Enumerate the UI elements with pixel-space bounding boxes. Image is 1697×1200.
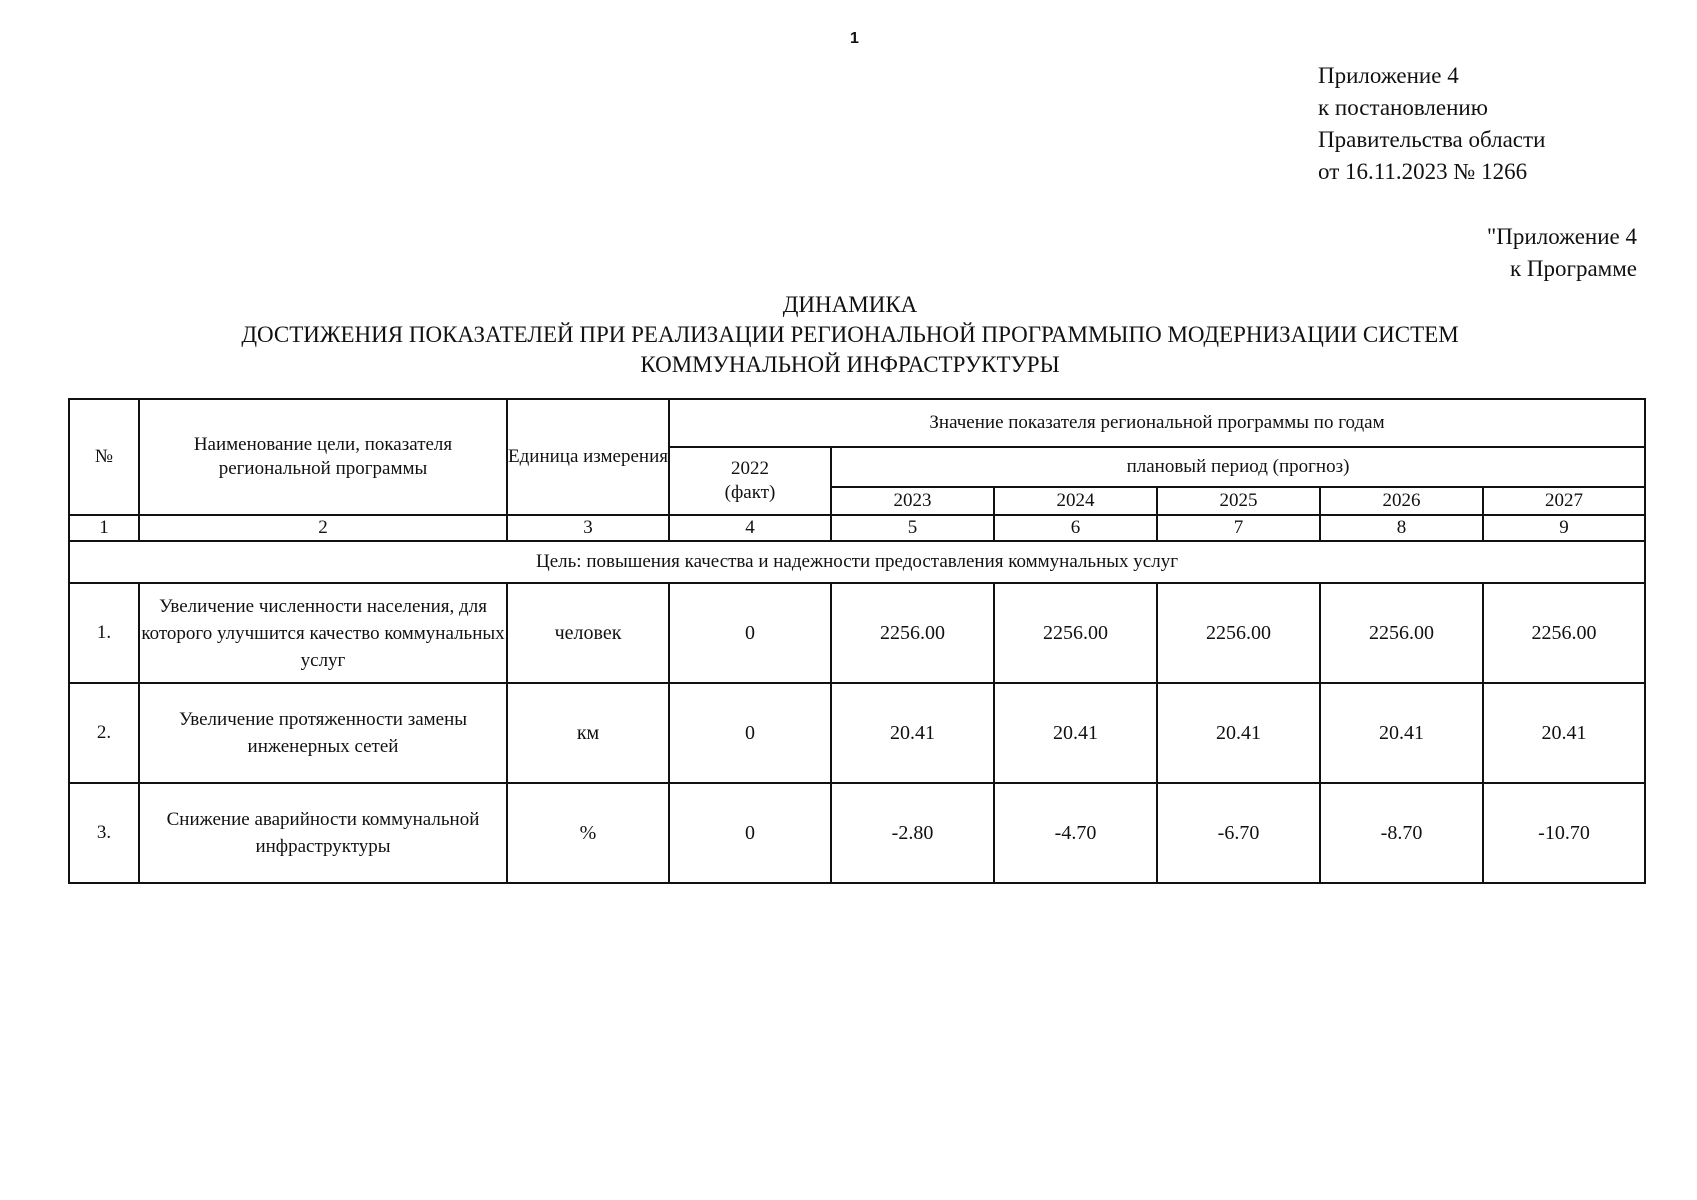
header-unit: Единица измерения [507, 399, 669, 515]
document-title [170, 290, 1530, 380]
table-row [69, 683, 1645, 783]
fact-value: 0 [669, 783, 831, 883]
indicator-unit: человек [507, 583, 669, 683]
planned-value: -10.70 [1483, 783, 1645, 883]
goal-row [69, 541, 1645, 583]
column-numbers-row [69, 515, 1645, 541]
row-number: 3. [69, 783, 139, 883]
appendix-reference [1318, 60, 1545, 188]
fact-value: 0 [669, 583, 831, 683]
title-line: ДИНАМИКА [782, 292, 918, 317]
planned-value: -6.70 [1157, 783, 1320, 883]
header-year: 2023 [831, 487, 994, 515]
column-number: 4 [669, 515, 831, 541]
program-appendix-line: к Программе [1510, 256, 1637, 281]
appendix-line: Приложение 4 [1318, 63, 1459, 88]
column-number: 3 [507, 515, 669, 541]
column-number: 6 [994, 515, 1157, 541]
planned-value: 20.41 [1320, 683, 1483, 783]
title-line: ДОСТИЖЕНИЯ ПОКАЗАТЕЛЕЙ ПРИ РЕАЛИЗАЦИИ РЕГИОНАЛЬНОЙ ПРОГРАММЫПО МОДЕРНИЗАЦИИ СИСТЕМ [241, 322, 1459, 347]
page-number: 1 [850, 30, 859, 47]
header-values-group: Значение показателя региональной программы по годам [669, 399, 1645, 447]
indicator-name: Снижение аварийности коммунальной инфраструктуры [139, 783, 507, 883]
column-number: 5 [831, 515, 994, 541]
column-number: 1 [69, 515, 139, 541]
column-number: 9 [1483, 515, 1645, 541]
header-no: № [69, 399, 139, 515]
header-fact-label: (факт) [724, 482, 776, 503]
appendix-line: от 16.11.2023 № 1266 [1318, 159, 1528, 184]
planned-value: -8.70 [1320, 783, 1483, 883]
program-appendix-line: "Приложение 4 [1486, 224, 1637, 249]
planned-value: 20.41 [1157, 683, 1320, 783]
indicator-unit: % [507, 783, 669, 883]
planned-value: -2.80 [831, 783, 994, 883]
planned-value: -4.70 [994, 783, 1157, 883]
planned-value: 20.41 [831, 683, 994, 783]
table-row [69, 783, 1645, 883]
table-row [69, 583, 1645, 683]
header-year: 2025 [1157, 487, 1320, 515]
header-name: Наименование цели, показателя региональной программы [139, 399, 507, 515]
row-number: 2. [69, 683, 139, 783]
goal-text: Цель: повышения качества и надежности предоставления коммунальных услуг [69, 541, 1645, 583]
header-fact [669, 447, 831, 515]
program-appendix-reference [1487, 221, 1637, 285]
header-year: 2026 [1320, 487, 1483, 515]
row-number: 1. [69, 583, 139, 683]
header-year: 2027 [1483, 487, 1645, 515]
appendix-line: к постановлению [1318, 95, 1488, 120]
planned-value: 2256.00 [1157, 583, 1320, 683]
header-fact-year: 2022 [731, 458, 769, 479]
indicator-unit: км [507, 683, 669, 783]
indicators-table [68, 398, 1646, 884]
column-number: 8 [1320, 515, 1483, 541]
planned-value: 2256.00 [1483, 583, 1645, 683]
planned-value: 20.41 [1483, 683, 1645, 783]
header-year: 2024 [994, 487, 1157, 515]
indicator-name: Увеличение численности населения, для которого улучшится качество коммунальных услуг [139, 583, 507, 683]
header-planned-group: плановый период (прогноз) [831, 447, 1645, 487]
appendix-line: Правительства области [1318, 127, 1546, 152]
planned-value: 2256.00 [1320, 583, 1483, 683]
header-row [69, 399, 1645, 447]
planned-value: 20.41 [994, 683, 1157, 783]
planned-value: 2256.00 [994, 583, 1157, 683]
planned-value: 2256.00 [831, 583, 994, 683]
column-number: 2 [139, 515, 507, 541]
column-number: 7 [1157, 515, 1320, 541]
fact-value: 0 [669, 683, 831, 783]
title-line: КОММУНАЛЬНОЙ ИНФРАСТРУКТУРЫ [640, 352, 1060, 377]
indicator-name: Увеличение протяженности замены инженерных сетей [139, 683, 507, 783]
